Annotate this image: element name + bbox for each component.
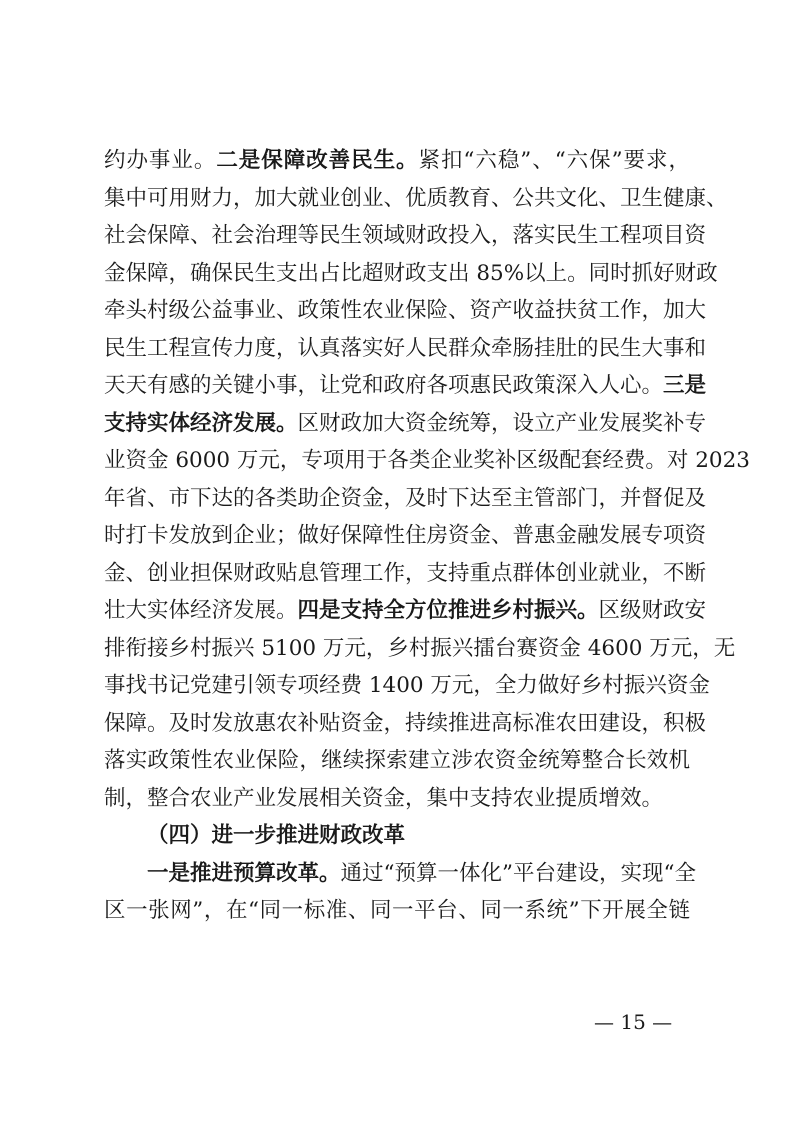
text-line	[104, 630, 736, 668]
text-line	[104, 705, 707, 743]
text-line	[104, 405, 707, 443]
text-segment: 金保障，确保民生支出占比超财政支出 85%以上。同时抓好财政	[104, 260, 718, 286]
text-line	[104, 742, 690, 780]
text-line	[104, 142, 690, 180]
text-segment: 制，整合农业产业发展相关资金，集中支持农业提质增效。	[104, 785, 664, 811]
text-line	[104, 555, 707, 593]
text-segment: 区财政加大资金统筹，设立产业发展奖补专	[297, 410, 707, 436]
bold-text-segment: （四）进一步推进财政改革	[147, 823, 406, 848]
text-segment: 牵头村级公益事业、政策性农业保险、资产收益扶贫工作，加大	[104, 298, 707, 323]
text-line	[104, 442, 750, 480]
text-line	[104, 367, 707, 405]
text-line	[104, 817, 690, 855]
bold-text-segment: 四是支持全方位推进乡村振兴。	[297, 598, 599, 623]
text-segment: 落实政策性农业保险，继续探索建立涉农资金统筹整合长效机	[104, 748, 690, 773]
text-line	[104, 667, 710, 705]
text-segment: 紧扣“六稳”、“六保”要求，	[418, 148, 690, 173]
page-number: — 15 —	[594, 1010, 673, 1034]
text-segment: 事找书记党建引领专项经费 1400 万元，全力做好乡村振兴资金	[104, 673, 710, 698]
text-segment: 通过“预算一体化”平台建设，实现“全	[340, 860, 696, 886]
text-line	[104, 217, 707, 255]
text-line	[104, 855, 696, 893]
text-line	[104, 592, 707, 630]
bold-text-segment: 三是	[663, 373, 707, 398]
text-line	[104, 892, 690, 930]
text-line	[104, 255, 718, 293]
text-line	[104, 330, 707, 368]
document-body	[104, 142, 750, 930]
text-segment: 保障。及时发放惠农补贴资金，持续推进高标准农田建设，积极	[104, 710, 707, 736]
text-segment: 壮大实体经济发展。	[104, 598, 298, 623]
text-segment: 时打卡发放到企业；做好保障性住房资金、普惠金融发展专项资	[104, 523, 707, 548]
text-segment: 社会保障、社会治理等民生领域财政投入，落实民生工程项目资	[104, 223, 707, 248]
text-segment: 区一张网”，在“同一标准、同一平台、同一系统”下开展全链	[104, 898, 690, 923]
bold-text-segment: 二是保障改善民生。	[216, 148, 419, 173]
text-line	[104, 480, 707, 518]
text-segment: 约办事业。	[104, 148, 217, 173]
text-line	[104, 517, 707, 555]
text-segment: 排衔接乡村振兴 5100 万元，乡村振兴擂台赛资金 4600 万元，无	[104, 635, 736, 661]
text-segment: 年省、市下达的各类助企资金，及时下达至主管部门，并督促及	[104, 485, 707, 511]
text-segment: 民生工程宣传力度，认真落实好人民群众牵肠挂肚的民生大事和	[104, 335, 707, 361]
text-segment: 区级财政安	[598, 598, 707, 623]
text-line	[104, 780, 690, 818]
text-segment: 天天有感的关键小事，让党和政府各项惠民政策深入人心。	[104, 373, 664, 398]
text-segment: 业资金 6000 万元，专项用于各类企业奖补区级配套经费。对 2023	[104, 448, 750, 473]
text-line	[104, 180, 728, 218]
bold-text-segment: 一是推进预算改革。	[147, 860, 341, 886]
bold-text-segment: 支持实体经济发展。	[104, 410, 298, 436]
text-segment: 金、创业担保财政贴息管理工作，支持重点群体创业就业，不断	[104, 560, 707, 586]
text-segment: 集中可用财力，加大就业创业、优质教育、公共文化、卫生健康、	[104, 185, 728, 211]
text-line	[104, 292, 707, 330]
